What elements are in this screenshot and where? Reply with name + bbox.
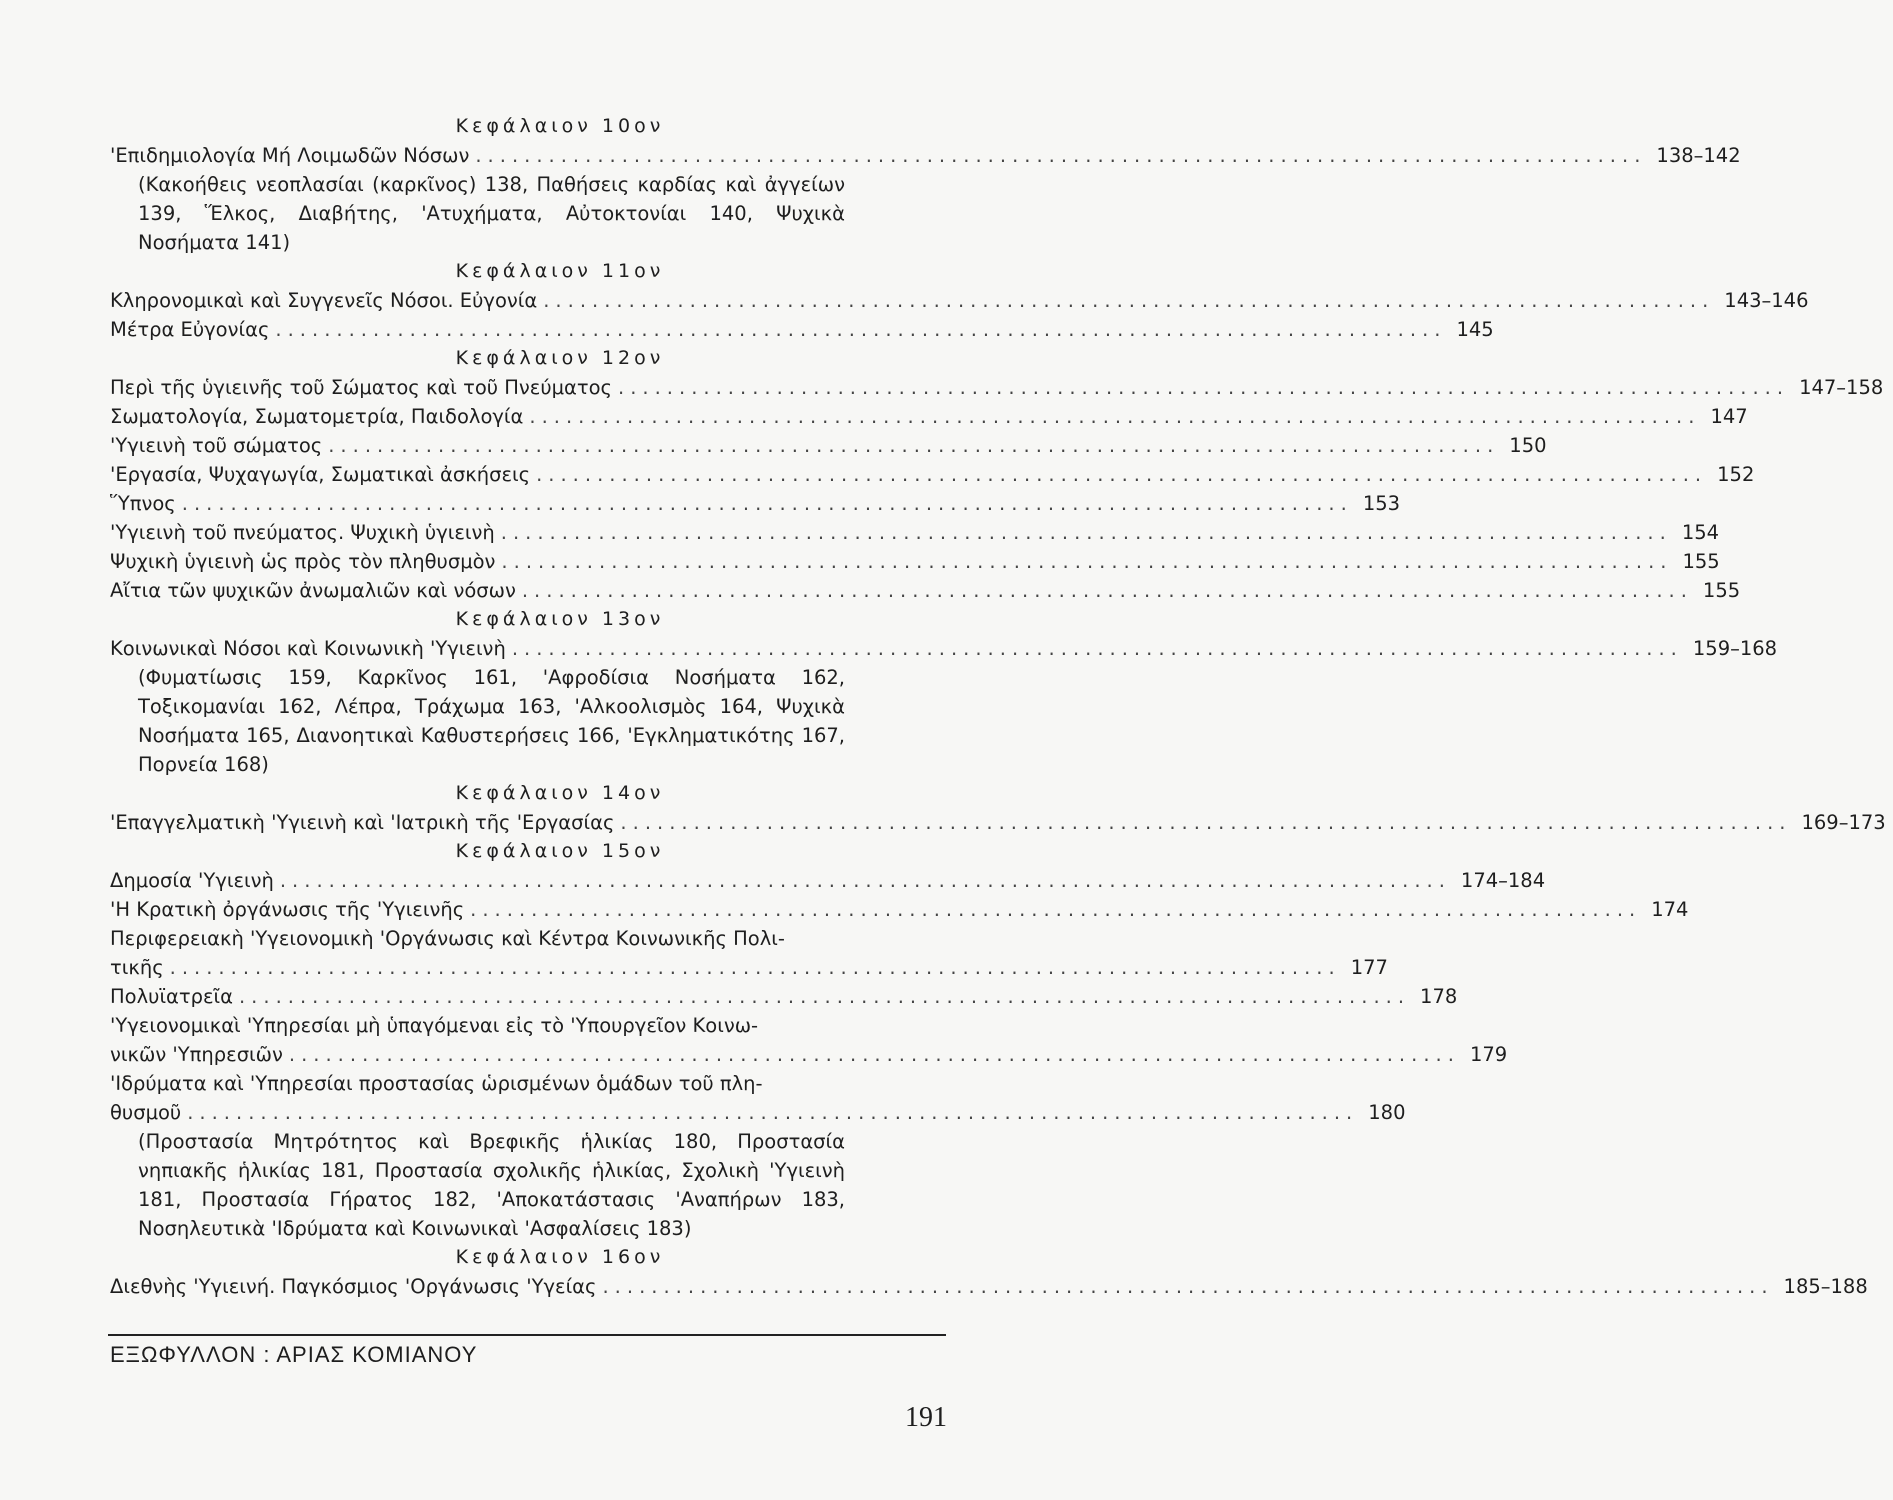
chapter-heading: Κεφάλαιον 11ον [455,260,665,282]
leader-dots: ................................................................................................ [618,376,1790,399]
entry-title: Ὕπνος [110,492,176,515]
toc-entry [110,895,1689,924]
leader-dots: ................................................................................................ [470,898,1642,921]
entry-title: Περὶ τῆς ὑγιεινῆς τοῦ Σώματος καὶ τοῦ Πνεύματος [110,376,613,399]
entry-pages: 155 [1702,579,1741,602]
leader-dots: ................................................................................................ [501,550,1673,573]
toc-entry [110,373,1884,402]
entry-title: 'Εργασία, Ψυχαγωγία, Σωματικαὶ ἀσκήσεις [110,463,531,486]
entry-title: Μέτρα Εὐγονίας [110,318,270,341]
entry-pages: 138–142 [1656,144,1741,167]
chapter-heading: Κεφάλαιον 14ον [455,782,665,804]
entry-pages: 147 [1710,405,1748,428]
leader-dots: ................................................................................................ [521,579,1693,602]
entry-title: 'Επαγγελματικὴ 'Υγιεινὴ καὶ 'Ιατρικὴ τῆς 'Εργασίας [110,811,615,834]
chapter-heading: Κεφάλαιον 16ον [455,1246,665,1268]
toc-entry [110,141,1741,170]
toc-entry [110,808,1886,837]
leader-dots: ................................................................................................ [279,869,1451,892]
leader-dots: ................................................................................................ [238,985,1411,1008]
chapter-heading: Κεφάλαιον 15ον [455,840,665,862]
toc-entry [110,982,1458,1011]
toc-entry [110,286,1809,315]
toc-entry [110,953,1388,982]
entry-pages: 154 [1681,521,1720,544]
entry-title: Αἴτια τῶν ψυχικῶν ἀνωμαλιῶν καὶ νόσων [110,579,516,602]
leader-dots: ................................................................................................ [275,318,1447,341]
toc-entry [110,431,1547,460]
entry-title: Δημοσία 'Υγιεινὴ [110,869,274,892]
entry-title: Σωματολογία, Σωματομετρία, Παιδολογία [110,405,524,428]
leader-dots: ................................................................................................ [500,521,1672,544]
leader-dots: ................................................................................................ [169,956,1341,979]
table-of-contents [110,112,1886,1301]
leader-dots: ................................................................................................ [187,1101,1359,1124]
leader-dots: ................................................................................................ [181,492,1353,515]
entry-pages: 174–184 [1460,869,1546,892]
toc-entry [110,460,1755,489]
entry-note: (Προστασία Μητρότητος καὶ Βρεφικῆς ἡλικίας 180, Προστασία νηπιακῆς ἡλικίας 181, Προστασία σχολικῆς ἡλικίας, Σχολικὴ 'Υγιεινὴ 181, Προστασία Γήρατος 182, 'Αποκατάστασις 'Αναπήρων 183, Νοσηλευτικὰ 'Ιδρύματα καὶ Κοινωνικαὶ 'Ασφαλίσεις 183) [138,1130,845,1240]
entry-pages: 174 [1651,898,1689,921]
entry-note: (Φυματίωσις 159, Καρκῖνος 161, 'Αφροδίσια Νοσήματα 162, Τοξικομανίαι 162, Λέπρα, Τράχωμα 163, 'Αλκοολισμὸς 164, Ψυχικὰ Νοσήματα 165, Διανοητικαὶ Καθυστερήσεις 166, 'Εγκληματικότης 167, Πορνεία 168) [138,666,845,776]
entry-pages: 179 [1469,1043,1508,1066]
leader-dots: ................................................................................................ [328,434,1500,457]
entry-note: (Κακοήθεις νεοπλασίαι (καρκῖνος) 138, Παθήσεις καρδίας καὶ ἀγγείων 139, Ἕλκος, Διαβήτης, 'Ατυχήματα, Αὐτοκτονίαι 140, Ψυχικὰ Νοσήματα 141) [138,173,845,254]
entry-title: τικῆς [110,956,164,979]
entry-pages: 159–168 [1692,637,1778,660]
entry-pages: 178 [1420,985,1458,1008]
toc-entry [110,1040,1508,1069]
entry-pages: 143–146 [1724,289,1809,312]
leader-dots: ................................................................................................ [543,289,1715,312]
entry-pages: 145 [1456,318,1494,341]
leader-dots: ................................................................................................ [620,811,1792,834]
leader-dots: ................................................................................................ [511,637,1683,660]
entry-title: 'Επιδημιολογία Μή Λοιμωδῶν Νόσων [110,144,470,167]
leader-dots: ................................................................................................ [475,144,1647,167]
leader-dots: ................................................................................................ [602,1275,1774,1298]
toc-entry [110,1272,1868,1301]
toc-entry [110,489,1401,518]
entry-pages: 185–188 [1783,1275,1868,1298]
chapter-heading: Κεφάλαιον 10ον [455,115,665,137]
toc-entry [110,547,1720,576]
entry-title-line: Περιφερειακὴ 'Υγειονομικὴ 'Οργάνωσις καὶ Κέντρα Κοινωνικῆς Πολι- [110,927,785,950]
cover-credit: ΕΞΩΦΥΛΛΟΝ : ΑΡΙΑΣ ΚΟΜΙΑΝΟΥ [110,1342,478,1367]
divider [108,1334,946,1336]
entry-title: Διεθνὴς 'Υγιεινή. Παγκόσμιος 'Οργάνωσις 'Υγείας [110,1275,597,1298]
entry-pages: 155 [1682,550,1720,573]
chapter-heading: Κεφάλαιον 13ον [455,608,665,630]
toc-entry [110,866,1546,895]
entry-title: 'Υγιεινὴ τοῦ σώματος [110,434,323,457]
chapter-heading: Κεφάλαιον 12ον [455,347,665,369]
toc-entry [110,1098,1406,1127]
entry-pages: 169–173 [1801,811,1886,834]
leader-dots: ................................................................................................ [536,463,1708,486]
toc-entry [110,518,1720,547]
entry-title: Κοινωνικαὶ Νόσοι καὶ Κοινωνικὴ 'Υγιεινὴ [110,637,506,660]
entry-title: 'Υγιεινὴ τοῦ πνεύματος. Ψυχικὴ ὑγιεινὴ [110,521,495,544]
toc-entry [110,576,1741,605]
entry-pages: 180 [1368,1101,1406,1124]
entry-pages: 177 [1350,956,1388,979]
entry-title: Κληρονομικαὶ καὶ Συγγενεῖς Νόσοι. Εὐγονία [110,289,538,312]
entry-pages: 150 [1509,434,1547,457]
entry-pages: 147–158 [1799,376,1884,399]
entry-title: 'Η Κρατικὴ ὀργάνωσις τῆς 'Υγιεινῆς [110,898,465,921]
page-number: 191 [905,1402,947,1433]
leader-dots: ................................................................................................ [288,1043,1460,1066]
entry-title: Ψυχικὴ ὑγιεινὴ ὡς πρὸς τὸν πληθυσμὸν [110,550,496,573]
entry-title-line: 'Υγειονομικαὶ 'Υπηρεσίαι μὴ ὑπαγόμεναι εἰς τὸ 'Υπουργεῖον Κοινω- [110,1014,759,1037]
toc-entry [110,315,1494,344]
entry-title: νικῶν 'Υπηρεσιῶν [110,1043,283,1066]
leader-dots: ................................................................................................ [529,405,1701,428]
entry-pages: 153 [1362,492,1401,515]
toc-entry [110,634,1778,663]
entry-title-line: 'Ιδρύματα καὶ 'Υπηρεσίαι προστασίας ὡρισμένων ὁμάδων τοῦ πλη- [110,1072,763,1095]
toc-entry [110,402,1748,431]
entry-title: θυσμοῦ [110,1101,182,1124]
entry-pages: 152 [1717,463,1755,486]
entry-title: Πολυϊατρεῖα [110,985,233,1008]
